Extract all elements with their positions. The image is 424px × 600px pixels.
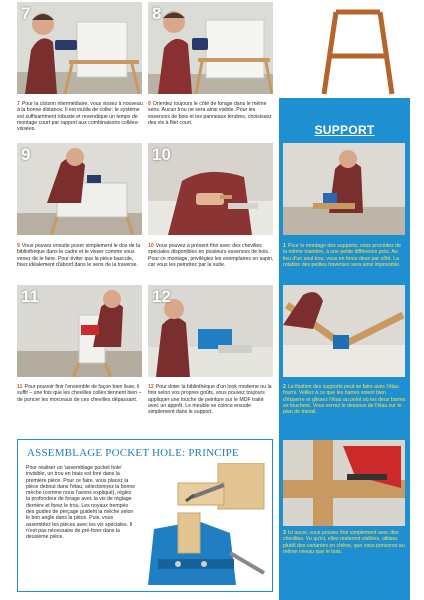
step-number: 7 — [21, 4, 31, 23]
support-3-photo — [283, 440, 405, 526]
step-number: 10 — [152, 145, 171, 164]
step-number: 9 — [21, 145, 31, 164]
step-10-caption: 10 Vous pouvez à présent finir avec des chevilles spéciales disponibles en plusieurs essences de bois. Pour ce montage, privilégiez les exemplaires en sapin, car vous les peindrez par la suite. — [148, 243, 274, 268]
pocket-hole-text: Pour réaliser un 'assemblage pocket hole' invisible, un trou en biais est foré dans la première pièce. Pour ce faire, vous placez la pièce debout dans l'étau, sélectionnez la bonne mèche (comme nous l'avons expliqué), réglez la profondeur de forage avec la vis de réglage derrière et forez le trou. Les noyaux trempés des guides de perçage guident la mèche selon le bon angle dans la pièce. Puis, vous assemblez les pièces avec les vis spéciales. Il n'est pas nécessaire de pré-forer dans la deuxième pièce. — [26, 465, 136, 541]
step-8-photo — [148, 2, 273, 94]
pocket-hole-title: ASSEMBLAGE POCKET HOLE: PRINCIPE — [27, 447, 239, 459]
step-number: 11 — [21, 287, 39, 306]
step-7-photo — [17, 2, 142, 94]
step-9-photo — [17, 143, 142, 235]
step-number: 12 — [152, 287, 171, 306]
step-7-caption: 7 Pour la cloison intermédiaire, vous vissez à nouveau à la bonne distance. Il est inutile de coller: le système est suffisamment robuste et revendique un temps de montage court par rapport aux combinaisons collées-vissées. — [17, 101, 143, 133]
support-1-photo — [283, 143, 405, 235]
stand-frame-photo — [318, 4, 398, 96]
step-10-photo — [148, 143, 273, 235]
support-2-caption: 2 La fixation des supports peut se faire avec l'étau fourni. Veillez à ce que les barres soient bien d'équerre et glissez l'étau au point où les deux barres se touchent. Vous serrez le dessous de l'étau sur le plan de travail. — [283, 384, 406, 416]
step-8-caption: 8 Orientez toujours le côté de forage dans le même sens. Aucun trou ne sera ainsi visible. Pour les essences de bois et les panneaux tendres, choisissez des vis à filet court. — [148, 101, 272, 126]
step-9-caption: 9 Vous pouvez ensuite poser simplement le dos de la bibliothèque dans le cadre et le visser comme vous venez de le faire. Pour éviter que la pièce bascule, fixez idéalement d'abord dans le sens de la traverse. — [17, 243, 141, 268]
step-11-caption: 11 Pour pouvoir finir l'ensemble de façon bien lisse, il suffit – une fois que les chevilles colles tiennent bien – de poncer les morceaux de ces chevilles dépassant. — [17, 384, 142, 403]
pocket-jig-illustration — [138, 463, 268, 589]
step-12-photo — [148, 285, 273, 377]
support-2-photo — [283, 285, 405, 377]
support-1-caption: 1 Pour le montage des supports, vous procédez de la même manière, à une petite différence près. Au lieu d'un seul trou, vous en forez deux par côté. La rotation des petites traverses sera ainsi impossible. — [283, 243, 401, 268]
support-3-caption: 3 Ici aussi, vous pouvez finir simplement avec des chevilles. Vu qu'ici, elles resteront visibles, utilisez plutôt des variantes en chêne, que vous poncerez au même niveau que le bois. — [283, 530, 405, 555]
step-12-caption: 12 Pour doter la bibliothèque d'un look moderne ou la finir selon vos propres goûts, vous pouvez toujours appliquer une touche de peinture sur le MDF traité avec un apprêt. Le meuble se coince ensuite simplement dans le support. — [148, 384, 272, 416]
support-title: SUPPORT — [314, 123, 375, 137]
step-number: 8 — [152, 4, 162, 23]
step-11-photo — [17, 285, 142, 377]
